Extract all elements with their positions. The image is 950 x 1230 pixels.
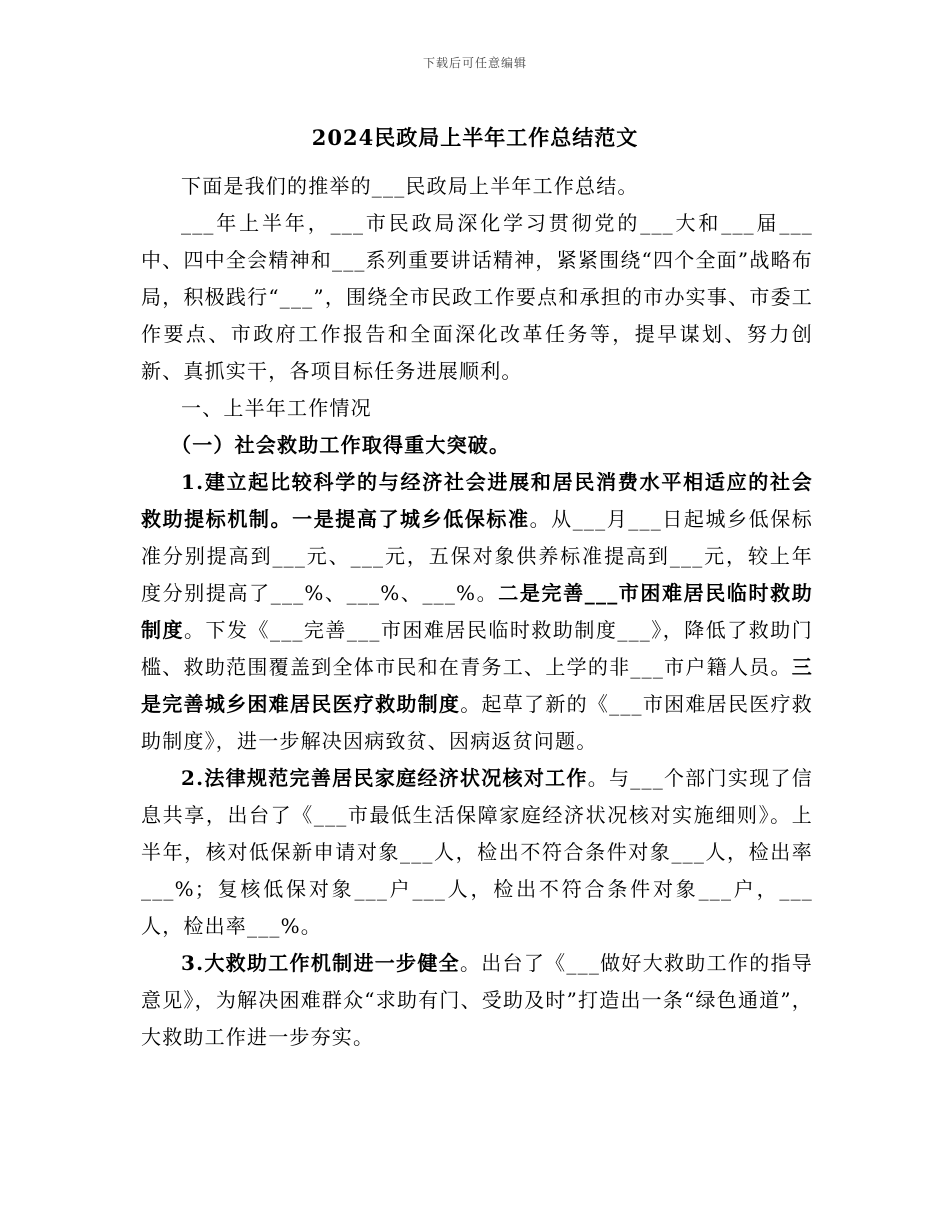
item-3-paragraph xyxy=(141,945,813,1056)
summary-paragraph: ___年上半年，___市民政局深化学习贯彻党的___大和___届___中、四中全会精神和___系列重要讲话精神，紧紧围绕“四个全面”战略布局，积极践行“___”，围绕全市民政工作要点和承担的市办实事、市委工作要点、市政府工作报告和全面深化改革任务等，提早谋划、努力创新、真抓实干，各项目标任务进展顺利。 xyxy=(141,211,813,383)
item-2-text: 。与___个部门实现了信息共享，出台了《___市最低生活保障家庭经济状况核对实施细则》。上半年，核对低保新申请对象___人，检出不符合条件对象___人，检出率___%；复核低保对象___户___人，检出不符合条件对象___户，___人，检出率___%。 xyxy=(141,766,813,938)
item-1-point-3-bold: 三是完善城乡困难居民医疗救助制度 xyxy=(141,655,813,716)
section-heading-1: 一、上半年工作情况 xyxy=(181,396,372,420)
item-1-point-3-text: 。起草了新的《___市困难居民医疗救助制度》，进一步解决因病致贫、因病返贫问题。 xyxy=(141,692,813,753)
item-1-paragraph xyxy=(141,464,813,760)
item-2-paragraph xyxy=(141,760,813,945)
item-3-lead: 3.大救助工作机制进一步健全 xyxy=(181,951,460,975)
item-2-lead: 2.法律规范完善居民家庭经济状况核对工作 xyxy=(181,766,588,790)
intro-paragraph: 下面是我们的推举的___民政局上半年工作总结。 xyxy=(181,174,639,198)
item-1-point-2-text: 。下发《___完善___市困难居民临时救助制度___》，降低了救助门槛、救助范围覆盖到全体市民和在青务工、上学的非___市户籍人员。 xyxy=(141,618,813,679)
document-body xyxy=(141,168,813,1056)
subsection-heading-1: （一）社会救助工作取得重大突破。 xyxy=(171,433,511,457)
item-1-point-1-text: 。从___月___日起城乡低保标准分别提高到___元、___元，五保对象供养标准提高到___元，较上年度分别提高了___%、___%、___%。 xyxy=(141,507,814,605)
item-1-lead: 1.建立起比较科学的与经济社会进展和居民消费水平相适应的社会救助提标机制。 xyxy=(141,470,813,531)
header-note: 下载后可任意编辑 xyxy=(422,56,527,70)
item-1-point-2-bold: 二是完善___市困难居民临时救助制度 xyxy=(141,581,813,642)
item-3-text: 。出台了《___做好大救助工作的指导意见》，为解决困难群众“求助有门、受助及时”打造出一条“绿色通道”，大救助工作进一步夯实。 xyxy=(141,951,813,1049)
item-1-point-1-bold: 一是提高了城乡低保标准 xyxy=(292,507,530,531)
document-title: 2024民政局上半年工作总结范文 xyxy=(311,125,639,150)
